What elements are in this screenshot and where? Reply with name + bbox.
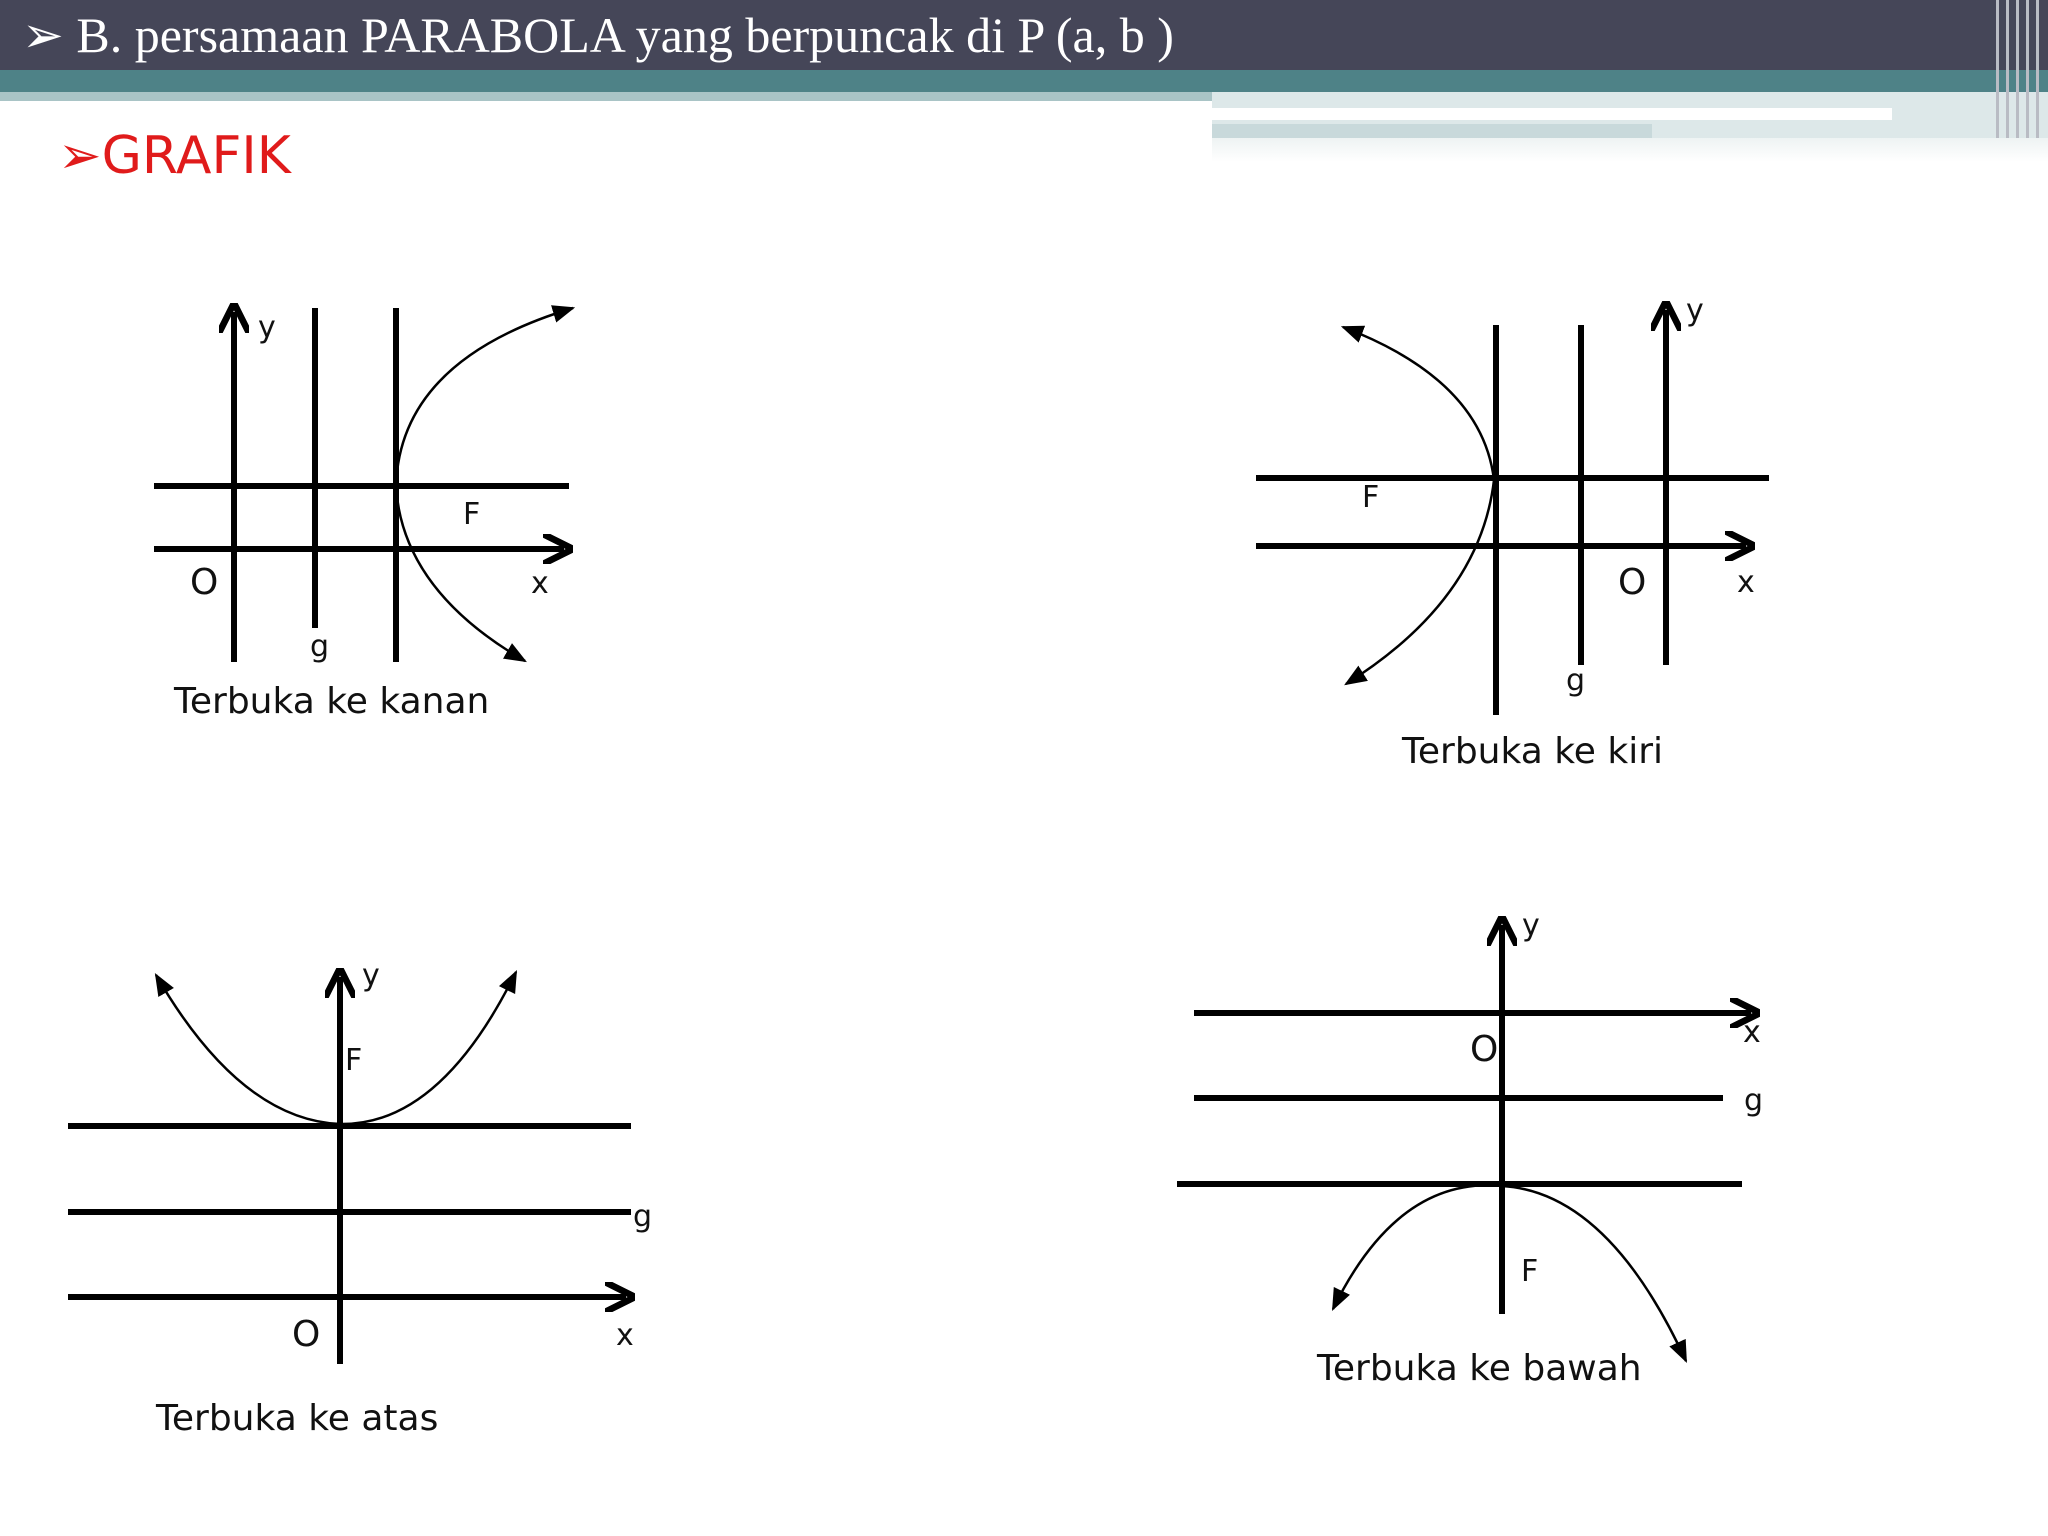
diagram-opens-right xyxy=(154,308,573,722)
caption: Terbuka ke kiri xyxy=(1402,731,1664,772)
x-axis-label: x xyxy=(531,566,549,601)
y-axis-label: y xyxy=(1686,293,1704,328)
origin-label: O xyxy=(1618,562,1647,603)
parabola-left-branch xyxy=(156,975,340,1124)
caption: Terbuka ke bawah xyxy=(1317,1348,1642,1389)
caption: Terbuka ke kanan xyxy=(174,681,490,722)
caption: Terbuka ke atas xyxy=(156,1398,439,1439)
origin-label: O xyxy=(292,1314,321,1355)
focus-label: F xyxy=(463,497,481,532)
y-axis-label: y xyxy=(1522,908,1540,943)
diagram-opens-left xyxy=(1256,293,1769,772)
parabola-left-branch xyxy=(1333,1185,1502,1309)
focus-label: F xyxy=(345,1043,363,1078)
y-axis-label: y xyxy=(362,958,380,993)
diagram-opens-down xyxy=(1177,908,1763,1389)
focus-label: F xyxy=(1521,1254,1539,1289)
x-axis-label: x xyxy=(1743,1015,1761,1050)
slide-title: ➢ B. persamaan PARABOLA yang berpuncak di P (a, b ) xyxy=(22,7,1174,63)
origin-label: O xyxy=(190,562,219,603)
y-axis-label: y xyxy=(258,310,276,345)
parabola-upper-branch xyxy=(396,308,573,486)
parabola-right-branch xyxy=(340,972,516,1124)
directrix-label: g xyxy=(1566,663,1586,698)
focus-label: F xyxy=(1362,480,1380,515)
parabola-upper-branch xyxy=(1343,327,1494,480)
origin-label: O xyxy=(1470,1029,1499,1070)
directrix-label: g xyxy=(310,629,330,664)
x-axis-label: x xyxy=(616,1318,634,1353)
section-heading: ➢GRAFIK xyxy=(58,126,291,186)
x-axis-label: x xyxy=(1737,565,1755,600)
parabola-lower-branch xyxy=(396,486,525,661)
directrix-label: g xyxy=(633,1199,653,1234)
directrix-label: g xyxy=(1744,1083,1764,1118)
diagram-opens-up xyxy=(68,958,652,1439)
